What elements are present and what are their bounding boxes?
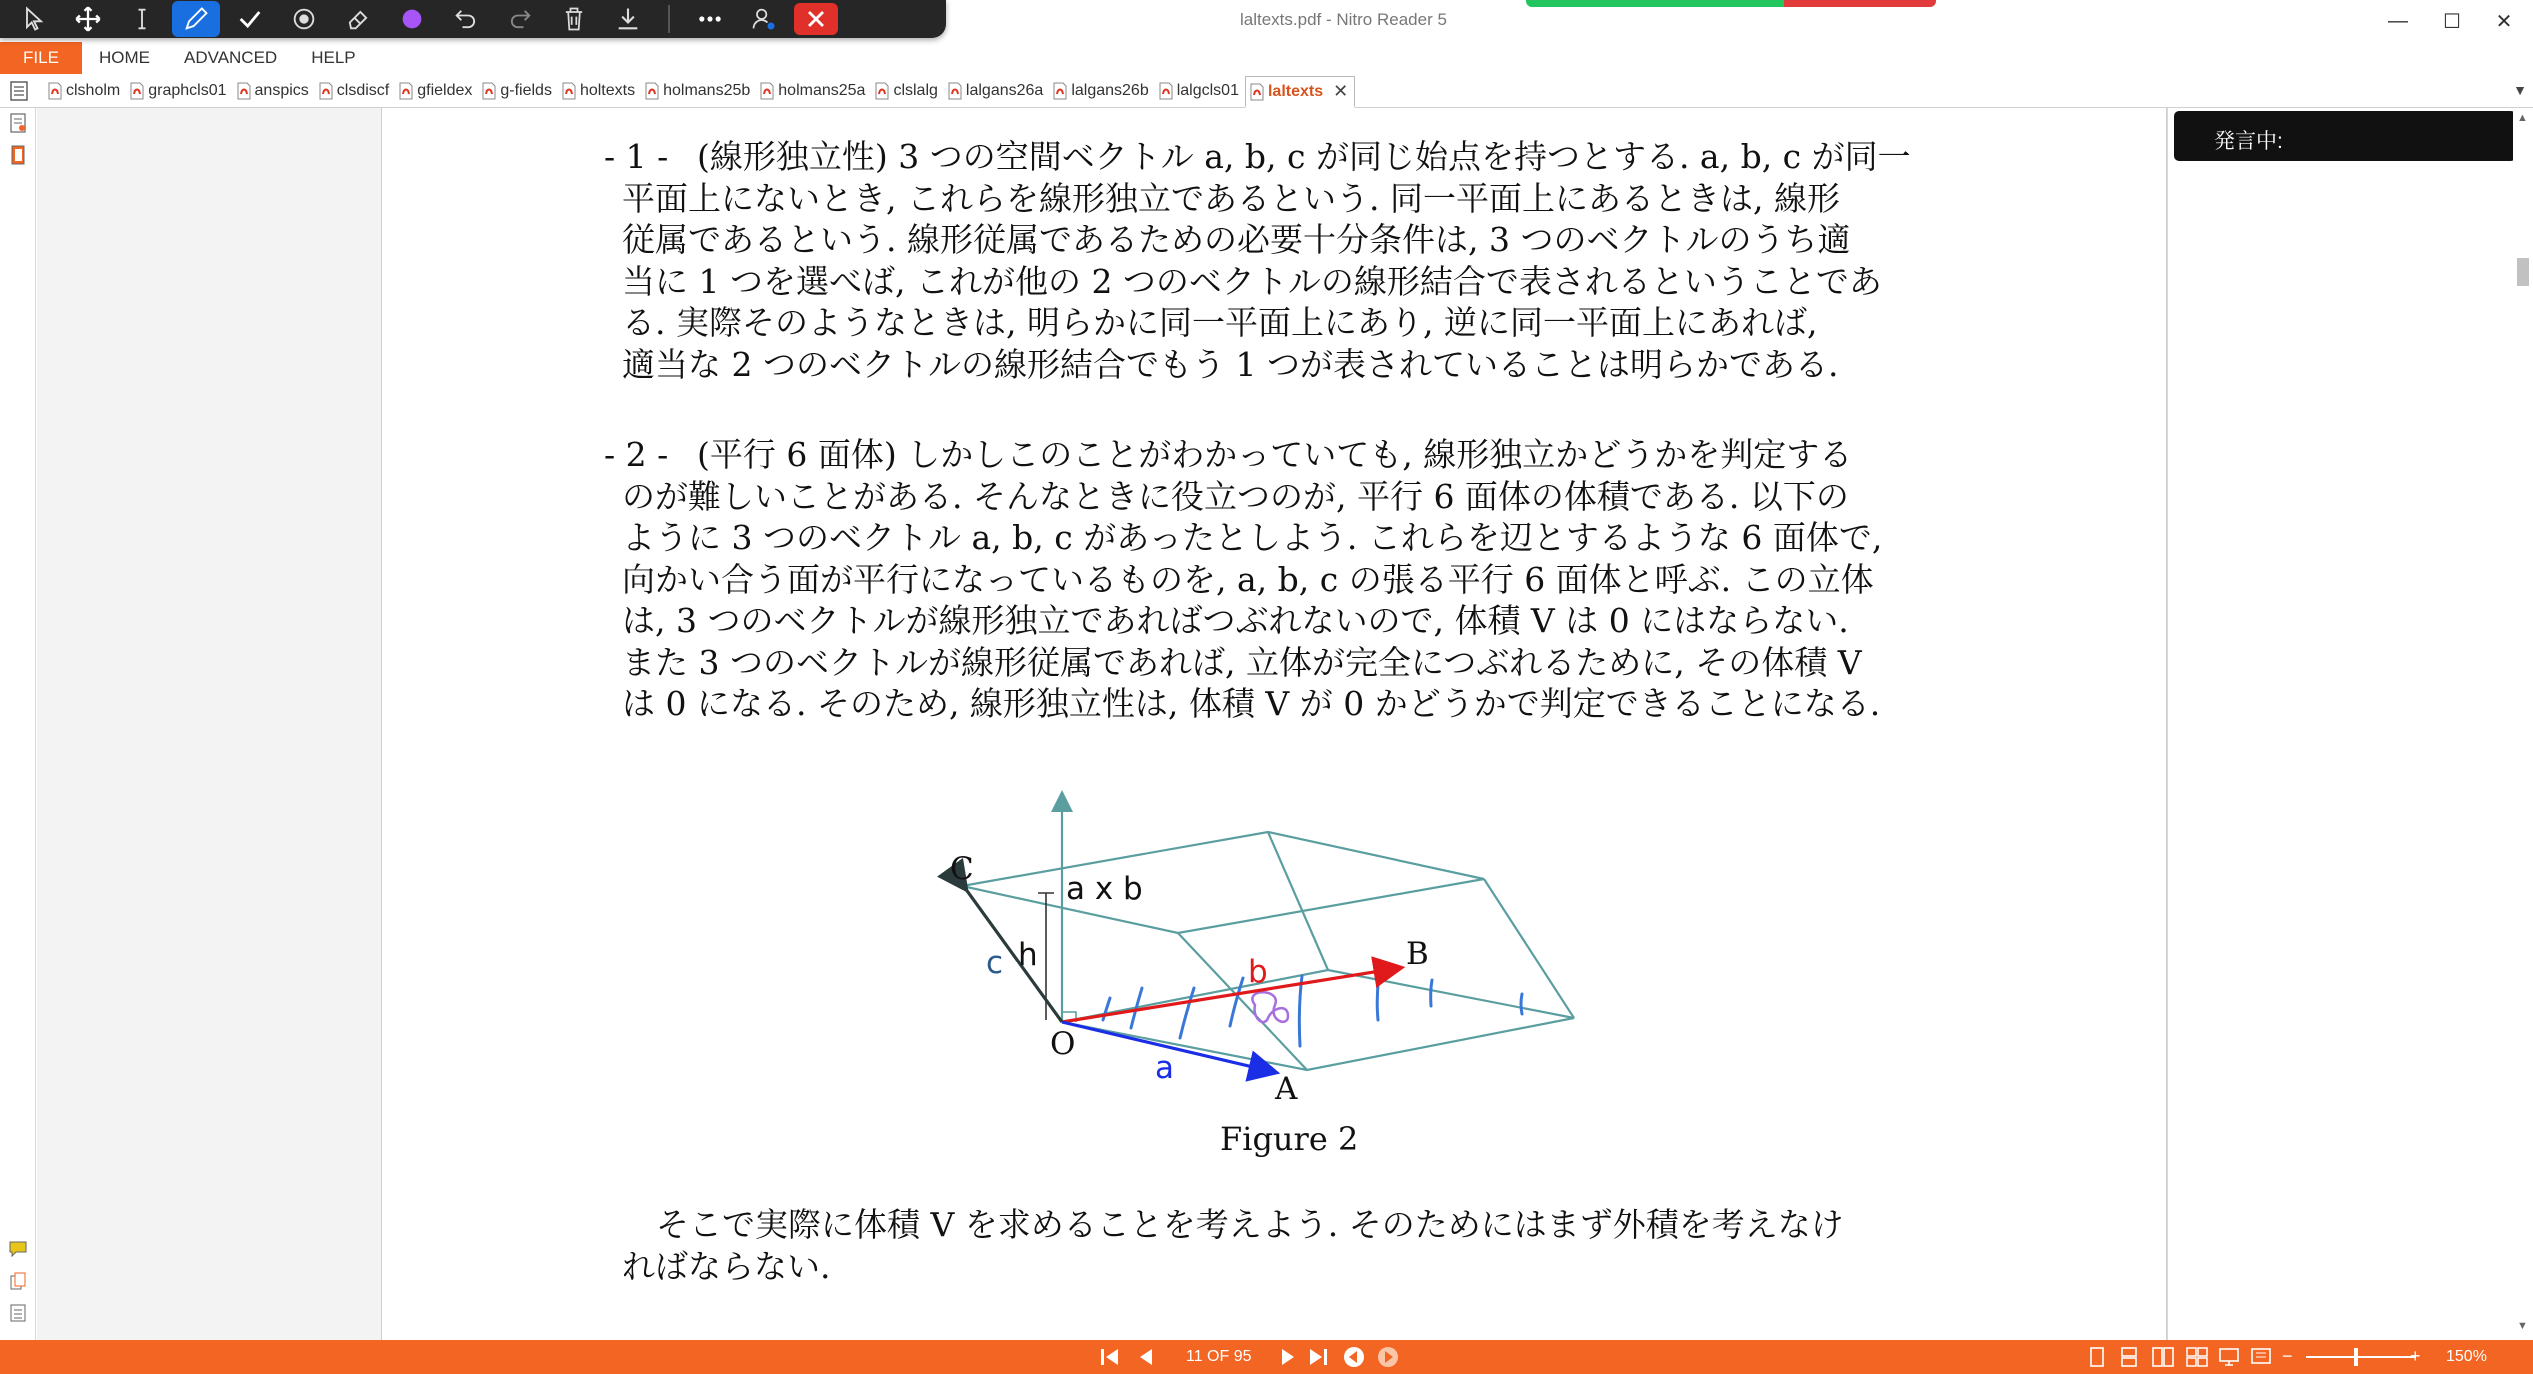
attachments-icon[interactable] (7, 1270, 29, 1292)
scrollbar-thumb[interactable] (2517, 258, 2529, 286)
text-line: は 0 になる. そのため, 線形独立性は, 体積 V が 0 かどうかで判定できることになる. (622, 684, 1881, 723)
tab-label: clsdiscf (336, 82, 390, 99)
ink-hatch (1180, 988, 1194, 1038)
zoom-out-button[interactable]: − (2282, 1346, 2293, 1366)
document-tab-bar (0, 74, 2533, 108)
figure-caption: Figure 2 (1220, 1120, 1359, 1158)
full-screen-view-icon[interactable] (2250, 1347, 2272, 1367)
menu-bar (0, 42, 2533, 74)
document-tab-lalgans26a[interactable] (944, 76, 1049, 106)
redo-icon[interactable] (496, 1, 544, 37)
pdf-file-icon (130, 82, 144, 100)
minimize-button[interactable]: — (2388, 9, 2408, 32)
label-a: a (1155, 1050, 1174, 1086)
next-view-icon[interactable] (1376, 1346, 1400, 1368)
paragraph-1-number: - 1 - (604, 137, 669, 176)
text-line: 向かい合う面が平行になっているものを, a, b, c の張る平行 6 面体と呼ぶ. この立体 (622, 559, 1874, 599)
maximize-button[interactable]: ☐ (2443, 10, 2461, 33)
pdf-file-icon (1159, 82, 1173, 100)
pdf-file-icon (1250, 83, 1264, 101)
document-tab-gfieldex[interactable] (395, 76, 478, 106)
eraser-icon[interactable] (334, 1, 382, 37)
prism-edge (1268, 832, 1328, 970)
document-tab-holtexts[interactable] (558, 76, 641, 106)
text-line: また 3 つのベクトルが線形従属であれば, 立体が完全につぶれるために, その体積 V (622, 642, 1862, 682)
move-icon[interactable] (64, 1, 112, 37)
layers-icon[interactable] (7, 1302, 29, 1324)
zoom-slider[interactable] (2306, 1356, 2416, 1358)
text-line: そこで実際に体積 V を求めることを考えよう. そのためにはまず外積を考えなけ (656, 1205, 1844, 1244)
presentation-view-icon[interactable] (2218, 1347, 2240, 1367)
tab-label: clsholm (66, 82, 121, 99)
pdf-file-icon (237, 82, 251, 100)
text-line: (平行 6 面体) しかしこのことがわかっていても, 線形独立かどうかを判定する (697, 435, 1853, 474)
document-viewport[interactable] (37, 108, 2167, 1340)
tab-label: lalgcls01 (1176, 82, 1239, 99)
last-page-icon[interactable] (1306, 1346, 1330, 1368)
label-c: c (986, 945, 1004, 981)
vector-b-arrow (1062, 968, 1399, 1022)
scroll-up-icon[interactable]: ▲ (2517, 112, 2528, 124)
figure-2-parallelepiped (382, 108, 2167, 1340)
menu-advanced[interactable]: ADVANCED (184, 48, 278, 67)
tab-label: graphcls01 (148, 82, 227, 99)
label-O: O (1050, 1026, 1076, 1062)
prism-top-face (962, 832, 1484, 933)
text-line: (線形独立性) 3 つの空間ベクトル a, b, c が同じ始点を持つとする. a, b, c が同一 (697, 137, 1911, 176)
text-line: は, 3 つのベクトルが線形独立であればつぶれないので, 体積 V は 0 にはならない. (622, 601, 1849, 640)
select-arrow-icon[interactable] (10, 1, 58, 37)
tab-close-icon[interactable]: ✕ (1333, 81, 1349, 101)
zoom-slider-knob[interactable] (2354, 1348, 2358, 1366)
speech-status-box: 発言中: (2174, 111, 2516, 161)
document-tab-clslalg[interactable] (871, 76, 943, 106)
pdf-file-icon (562, 82, 576, 100)
window-title: laltexts.pdf - Nitro Reader 5 (1240, 10, 1447, 29)
zoom-level[interactable]: 150% (2446, 1348, 2487, 1365)
vector-c-arrow (965, 888, 1062, 1022)
color-dot-icon[interactable] (388, 1, 436, 37)
pen-icon[interactable] (172, 1, 220, 37)
pdf-page (381, 108, 2167, 1340)
close-icon[interactable] (794, 3, 838, 35)
toolbar-divider (668, 5, 670, 33)
left-sidebar (0, 108, 36, 1340)
label-h: h (1018, 937, 1038, 973)
label-A: A (1275, 1071, 1298, 1107)
tab-label: laltexts (1267, 82, 1324, 100)
document-tab-g-fields[interactable] (478, 76, 558, 106)
tab-list (44, 74, 1355, 108)
page-indicator[interactable]: 11 OF 95 (1186, 1348, 1252, 1365)
comments-icon[interactable] (7, 1238, 29, 1260)
text-line: ればならない. (622, 1246, 831, 1286)
label-b: b (1248, 954, 1268, 990)
menu-home[interactable]: HOME (99, 48, 150, 67)
close-window-button[interactable]: ✕ (2495, 10, 2513, 33)
pdf-file-icon (948, 82, 962, 100)
facing-continuous-view-icon[interactable] (2186, 1347, 2208, 1367)
undo-icon[interactable] (442, 1, 490, 37)
status-strip (1526, 0, 1936, 7)
menu-file[interactable]: FILE (0, 42, 82, 74)
tab-label: holtexts (579, 82, 636, 99)
tab-label: holmans25a (778, 82, 866, 99)
tab-label: lalgans26b (1071, 82, 1149, 99)
pdf-file-icon (875, 82, 889, 100)
target-icon[interactable] (280, 1, 328, 37)
facing-view-icon[interactable] (2152, 1347, 2174, 1367)
pdf-file-icon (760, 82, 774, 100)
label-C: C (950, 851, 974, 887)
text-line: ように 3 つのベクトル a, b, c があったとしよう. これらを辺とするような 6 面体で, (622, 518, 1883, 557)
ink-hatch (1230, 978, 1243, 1026)
document-tab-clsholm[interactable] (44, 76, 126, 106)
ink-loop-scribble (1252, 992, 1288, 1022)
zoom-in-button[interactable]: + (2410, 1346, 2421, 1366)
bookmarks-icon[interactable] (7, 112, 29, 134)
previous-view-icon[interactable] (1342, 1346, 1366, 1368)
ink-hatch (1377, 976, 1379, 1020)
pdf-file-icon (319, 82, 333, 100)
scroll-down-icon[interactable]: ▼ (2517, 1320, 2528, 1332)
text-cursor-icon[interactable] (118, 1, 166, 37)
pdf-file-icon (399, 82, 413, 100)
document-tab-laltexts[interactable] (1245, 76, 1355, 108)
vertical-scrollbar[interactable] (2513, 108, 2533, 1340)
tab-label: gfieldex (417, 82, 473, 99)
next-page-icon[interactable] (1276, 1346, 1300, 1368)
continuous-view-icon[interactable] (2118, 1347, 2140, 1367)
checkmark-icon[interactable] (226, 1, 274, 37)
previous-page-icon[interactable] (1134, 1346, 1158, 1368)
text-line: のが難しいことがある. そんなときに役立つのが, 平行 6 面体の体積である. 以下の (622, 476, 1849, 516)
document-tab-anspics[interactable] (233, 76, 315, 106)
tab-overflow-chevron-icon[interactable]: ▼ (2513, 82, 2527, 98)
single-page-view-icon[interactable] (2086, 1347, 2108, 1367)
paragraph-3 (622, 1204, 1922, 1287)
pages-thumbnail-icon[interactable] (7, 144, 29, 166)
download-icon[interactable] (604, 1, 652, 37)
pdf-file-icon (1053, 82, 1067, 100)
prism-edge (1484, 879, 1574, 1018)
tab-label: g-fields (500, 82, 552, 99)
tab-label: lalgans26a (965, 82, 1044, 99)
text-line: 平面上にないとき, これらを線形独立であるという. 同一平面上にあるときは, 線形 (622, 178, 1840, 218)
more-icon[interactable] (686, 1, 734, 37)
label-a-cross-b: a x b (1066, 871, 1143, 907)
document-tab-clsdiscf[interactable] (315, 76, 395, 106)
tab-label: holmans25b (663, 82, 751, 99)
prism-bottom-face (1062, 970, 1574, 1070)
label-B: B (1406, 936, 1429, 972)
status-bar (0, 1340, 2533, 1374)
tab-label: clslalg (893, 82, 938, 99)
pdf-file-icon (482, 82, 496, 100)
text-line: る. 実際そのようなときは, 明らかに同一平面上にあり, 逆に同一平面上にあれば, (622, 303, 1818, 342)
ink-toolbar (0, 0, 946, 38)
pdf-file-icon (645, 82, 659, 100)
paragraph-2-number: - 2 - (604, 435, 669, 474)
first-page-icon[interactable] (1098, 1346, 1122, 1368)
ink-hatch (1431, 980, 1432, 1006)
pdf-file-icon (48, 82, 62, 100)
document-tab-holmans25a[interactable] (756, 76, 871, 106)
text-line: 従属であるという. 線形従属であるための必要十分条件は, 3 つのベクトルのうち適 (622, 220, 1851, 259)
menu-help[interactable]: HELP (311, 48, 356, 67)
text-line: 適当な 2 つのベクトルの線形結合でもう 1 つが表されていることは明らかである. (622, 344, 1839, 384)
text-line: 当に 1 つを選べば, これが他の 2 つのベクトルの線形結合で表されるということであ (622, 261, 1882, 301)
document-tab-graphcls01[interactable] (126, 76, 232, 106)
page-panel-icon[interactable] (8, 80, 30, 102)
ink-hatch (1299, 976, 1302, 1046)
trash-icon[interactable] (550, 1, 598, 37)
document-tab-lalgcls01[interactable] (1155, 76, 1245, 106)
document-tab-holmans25b[interactable] (641, 76, 756, 106)
right-panel (2167, 108, 2513, 1340)
ink-hatch (1521, 994, 1522, 1014)
document-tab-lalgans26b[interactable] (1049, 76, 1154, 106)
person-settings-icon[interactable] (740, 1, 788, 37)
tab-label: anspics (254, 82, 309, 99)
